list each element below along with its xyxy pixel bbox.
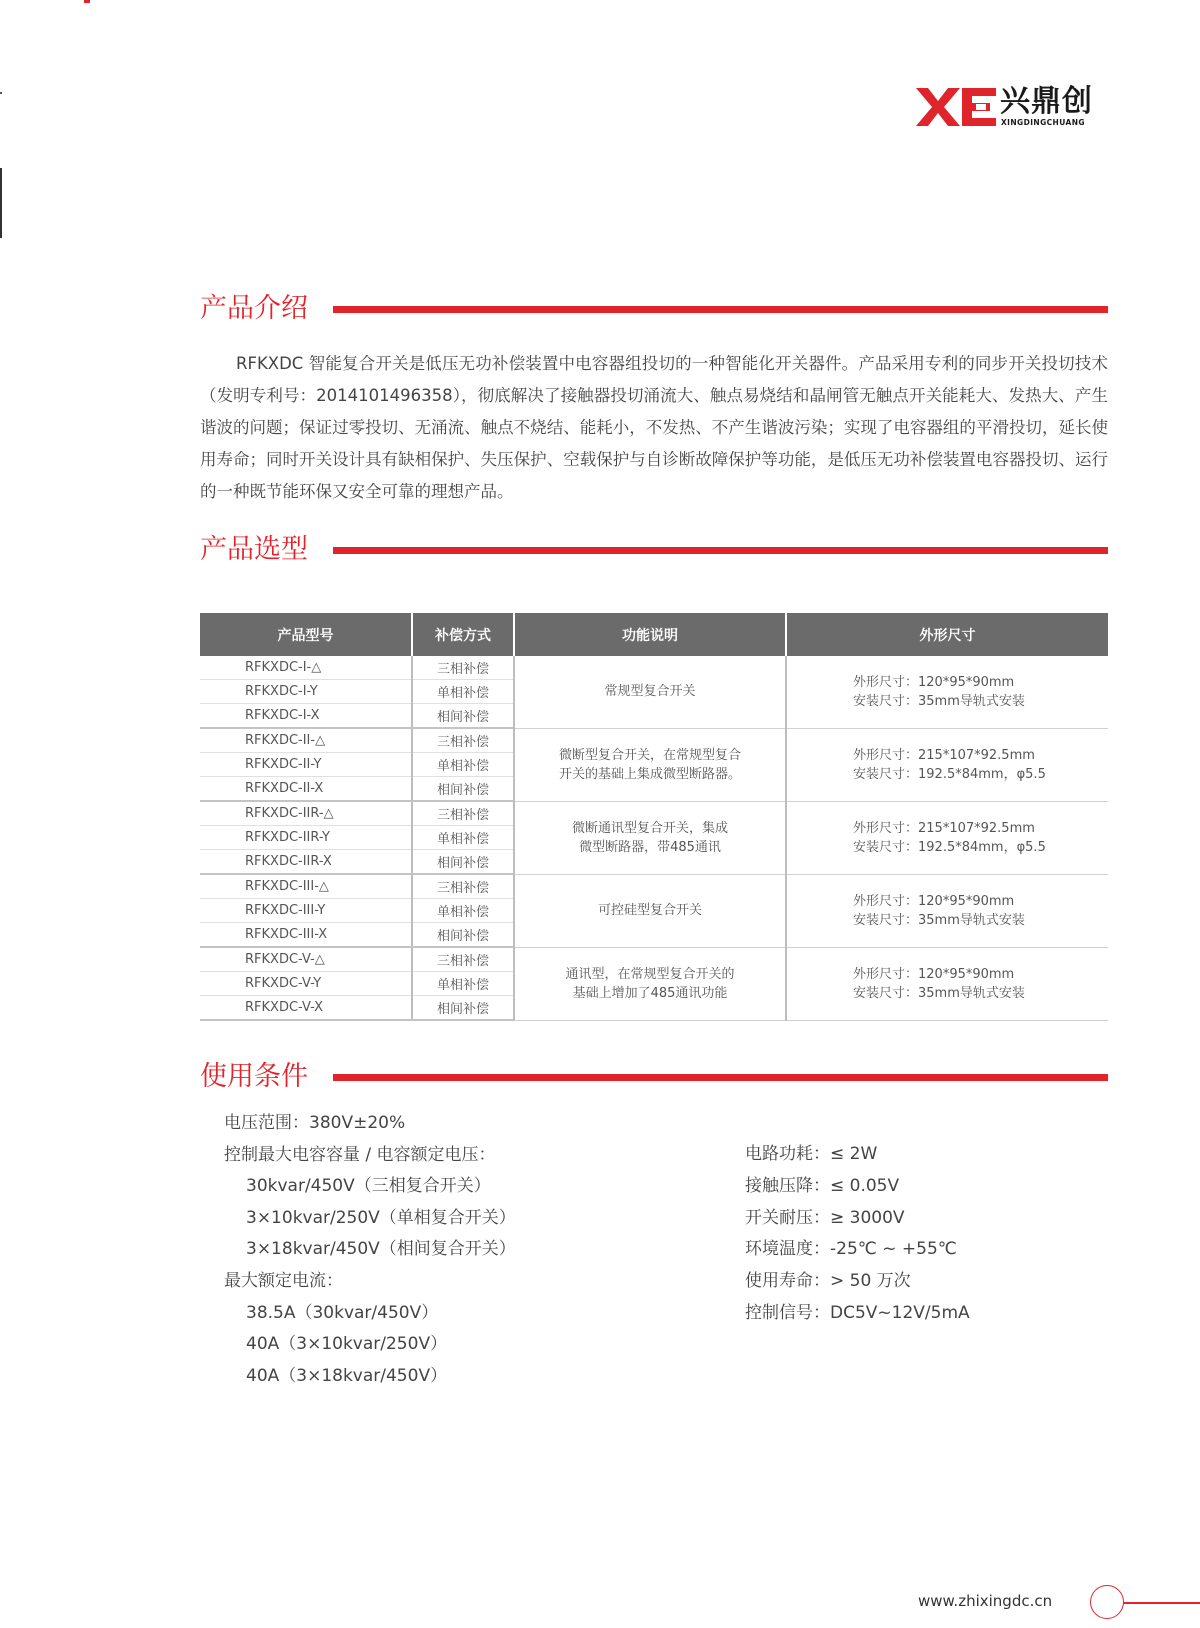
cell-dimensions bbox=[786, 874, 1108, 947]
dimension-line: 安装尺寸：35mm导轨式安装 bbox=[853, 693, 1025, 709]
cell-model: RFKXDC-IIR-Y bbox=[200, 826, 412, 850]
cell-compensation: 三相补偿 bbox=[412, 728, 514, 753]
cell-model: RFKXDC-I-△ bbox=[200, 656, 412, 680]
cell-model: RFKXDC-V-X bbox=[200, 996, 412, 1021]
condition-item: 开关耐压：≥ 3000V bbox=[745, 1207, 905, 1228]
cell-model: RFKXDC-I-Y bbox=[200, 680, 412, 704]
dimension-line: 安装尺寸：35mm导轨式安装 bbox=[853, 912, 1025, 928]
section-divider bbox=[333, 306, 1108, 313]
cell-function bbox=[514, 874, 786, 947]
cell-model: RFKXDC-II-Y bbox=[200, 753, 412, 777]
condition-item: 环境温度：-25℃ ~ +55℃ bbox=[745, 1239, 957, 1260]
cell-model: RFKXDC-II-△ bbox=[200, 728, 412, 753]
brand-name-en: XINGDINGCHUANG bbox=[1001, 118, 1085, 127]
header-model: 产品型号 bbox=[200, 613, 412, 656]
header-dimensions: 外形尺寸 bbox=[786, 613, 1108, 656]
section-title-intro: 产品介绍 bbox=[200, 293, 308, 324]
cell-model: RFKXDC-I-X bbox=[200, 704, 412, 729]
condition-item: 接触压降：≤ 0.05V bbox=[745, 1175, 900, 1196]
section-divider bbox=[333, 1074, 1108, 1081]
intro-paragraph bbox=[200, 348, 1108, 508]
page-circle-icon bbox=[1090, 1585, 1124, 1619]
table-row bbox=[200, 656, 1108, 680]
brand-name: 兴鼎创 bbox=[1000, 84, 1093, 119]
dimension-line: 外形尺寸：215*107*92.5mm bbox=[853, 747, 1035, 763]
cell-dimensions bbox=[786, 801, 1108, 874]
footer-rule bbox=[1123, 1602, 1200, 1604]
table-row bbox=[200, 728, 1108, 753]
condition-item: 最大额定电流： bbox=[224, 1270, 343, 1291]
cell-function bbox=[514, 728, 786, 801]
header-compensation: 补偿方式 bbox=[412, 613, 514, 656]
function-line: 微断通讯型复合开关，集成 bbox=[571, 820, 728, 836]
dimension-line: 安装尺寸：192.5*84mm，φ5.5 bbox=[853, 839, 1046, 855]
section-title-conditions: 使用条件 bbox=[200, 1061, 308, 1092]
condition-item: 40A（3×10kvar/250V） bbox=[246, 1334, 448, 1355]
cell-compensation: 相间补偿 bbox=[412, 850, 514, 875]
table-row bbox=[200, 874, 1108, 899]
cell-function bbox=[514, 801, 786, 874]
dimension-line: 外形尺寸：120*95*90mm bbox=[853, 674, 1015, 690]
conditions-left-list bbox=[224, 1108, 516, 1392]
cell-model: RFKXDC-III-X bbox=[200, 923, 412, 948]
cell-model: RFKXDC-V-Y bbox=[200, 972, 412, 996]
condition-item: 3×10kvar/250V（单相复合开关） bbox=[246, 1207, 516, 1228]
table-header-row bbox=[200, 613, 1108, 656]
cell-compensation: 三相补偿 bbox=[412, 874, 514, 899]
margin-rule bbox=[0, 168, 2, 238]
table-row bbox=[200, 801, 1108, 826]
cell-dimensions bbox=[786, 656, 1108, 728]
cell-model: RFKXDC-IIR-X bbox=[200, 850, 412, 875]
cell-compensation: 单相补偿 bbox=[412, 826, 514, 850]
dimension-line: 安装尺寸：35mm导轨式安装 bbox=[853, 985, 1025, 1001]
cell-model: RFKXDC-III-△ bbox=[200, 874, 412, 899]
dimension-line: 外形尺寸：120*95*90mm bbox=[853, 893, 1015, 909]
conditions-right-list bbox=[745, 1139, 970, 1330]
condition-item: 控制信号：DC5V~12V/5mA bbox=[745, 1302, 970, 1323]
condition-item: 控制最大电容容量 / 电容额定电压： bbox=[224, 1144, 496, 1165]
section-title-selection: 产品选型 bbox=[200, 534, 308, 565]
cell-compensation: 相间补偿 bbox=[412, 777, 514, 802]
footer-website[interactable]: www.zhixingdc.cn bbox=[918, 1592, 1053, 1610]
table-row bbox=[200, 947, 1108, 972]
function-line: 通讯型，在常规型复合开关的 bbox=[565, 966, 735, 982]
cell-model: RFKXDC-IIR-△ bbox=[200, 801, 412, 826]
condition-item: 38.5A（30kvar/450V） bbox=[246, 1302, 439, 1323]
product-selection-table bbox=[200, 613, 1108, 1021]
condition-item: 电压范围：380V±20% bbox=[224, 1113, 406, 1133]
cell-compensation: 相间补偿 bbox=[412, 923, 514, 948]
function-line: 基础上增加了485通讯功能 bbox=[572, 985, 728, 1001]
cell-compensation: 三相补偿 bbox=[412, 656, 514, 680]
header-function: 功能说明 bbox=[514, 613, 786, 656]
cell-compensation: 三相补偿 bbox=[412, 801, 514, 826]
margin-dot bbox=[0, 92, 2, 94]
cell-compensation: 相间补偿 bbox=[412, 704, 514, 729]
cell-model: RFKXDC-II-X bbox=[200, 777, 412, 802]
corner-accent bbox=[84, 0, 90, 3]
cell-function bbox=[514, 656, 786, 728]
condition-item: 30kvar/450V（三相复合开关） bbox=[246, 1176, 491, 1197]
dimension-line: 外形尺寸：215*107*92.5mm bbox=[853, 820, 1035, 836]
cell-compensation: 相间补偿 bbox=[412, 996, 514, 1021]
cell-compensation: 三相补偿 bbox=[412, 947, 514, 972]
cell-compensation: 单相补偿 bbox=[412, 972, 514, 996]
function-line: 开关的基础上集成微型断路器。 bbox=[558, 766, 741, 782]
cell-function bbox=[514, 947, 786, 1020]
cell-compensation: 单相补偿 bbox=[412, 680, 514, 704]
cell-dimensions bbox=[786, 728, 1108, 801]
function-line: 常规型复合开关 bbox=[604, 684, 696, 700]
function-line: 微断型复合开关，在常规型复合 bbox=[558, 747, 741, 763]
intro-text: RFKXDC 智能复合开关是低压无功补偿装置中电容器组投切的一种智能化开关器件。产品采用专利的同步开关投切技术（发明专利号：2014101496358），彻底解决了接触器投切涌流大、触点易烧结和晶闸管无触点开关能耗大、发热大、产生谐波的问题；保证过零投切、无涌流、触点不烧结、能耗小，不发热、不产生谐波污染；实现了电容器组的平滑投切，延长使用寿命；同时开关设计具有缺相保护、失压保护、空载保护与自诊断故障保护等功能，是低压无功补偿装置电容器投切、运行的一种既节能环保又安全可靠的理想产品。 bbox=[200, 354, 1108, 501]
condition-item: 使用寿命：> 50 万次 bbox=[745, 1271, 911, 1292]
condition-item: 3×18kvar/450V（相间复合开关） bbox=[246, 1239, 516, 1260]
cell-model: RFKXDC-V-△ bbox=[200, 947, 412, 972]
condition-item: 40A（3×18kvar/450V） bbox=[246, 1365, 448, 1386]
function-line: 可控硅型复合开关 bbox=[597, 903, 702, 918]
function-line: 微型断路器，带485通讯 bbox=[579, 839, 721, 855]
cell-dimensions bbox=[786, 947, 1108, 1020]
cell-compensation: 单相补偿 bbox=[412, 899, 514, 923]
condition-item: 电路功耗：≤ 2W bbox=[745, 1144, 878, 1164]
cell-model: RFKXDC-III-Y bbox=[200, 899, 412, 923]
dimension-line: 安装尺寸：192.5*84mm，φ5.5 bbox=[853, 766, 1046, 782]
section-divider bbox=[333, 547, 1108, 554]
cell-compensation: 单相补偿 bbox=[412, 753, 514, 777]
dimension-line: 外形尺寸：120*95*90mm bbox=[853, 966, 1015, 982]
